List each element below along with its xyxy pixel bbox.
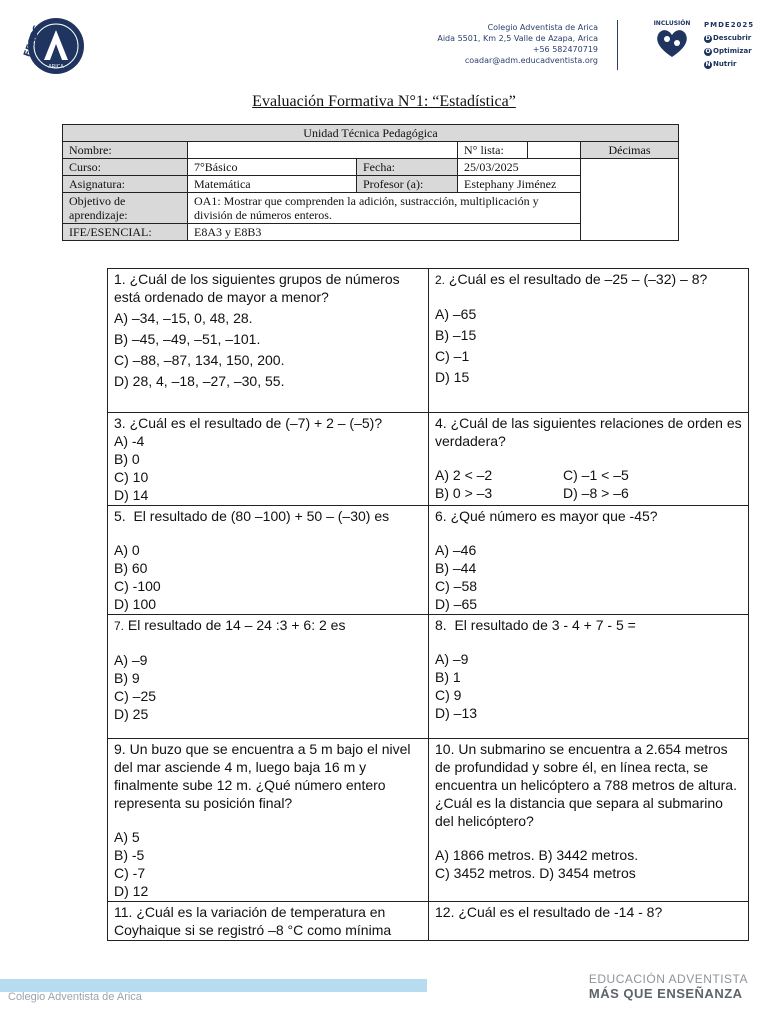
question-8: 8. El resultado de 3 - 4 + 7 - 5 = A) –9 B) 1 C) 9 D) –13 [429,615,749,739]
unidad-header: Unidad Técnica Pedagógica [63,125,679,142]
question-1: 1. ¿Cuál de los siguientes grupos de números está ordenado de mayor a menor? A) –34, –15, 0, 48, 28. B) –45, –49, –51, –101. C) –88, –87, 134, 150, 200. D) 28, 4, –18, –27, –30, 55. [108,269,429,413]
footer-school-name: Colegio Adventista de Arica [8,991,142,1003]
decimas-label: Décimas [581,142,679,159]
option[interactable]: A) 0 [114,542,140,558]
option[interactable]: C) 3452 metros. D) 3454 metros [435,865,636,881]
profesor-value: Estephany Jiménez [458,176,581,193]
pmde-item: Descubrir [713,34,752,42]
option[interactable]: D) –8 > –6 [563,485,629,501]
option[interactable]: A) –65 [435,306,477,322]
school-logo [14,8,88,82]
option[interactable]: C) –1 [435,348,470,364]
fecha-value: 25/03/2025 [458,159,581,176]
inclusion-label: INCLUSIÓN [653,20,691,27]
option[interactable]: B) –45, –49, –51, –101. [114,331,261,347]
option[interactable]: D) –65 [435,596,478,612]
footer-brand-line1: EDUCACIÓN ADVENTISTA [588,972,748,986]
asignatura-value: Matemática [188,176,357,193]
question-3: 3. ¿Cuál es el resultado de (–7) + 2 – (–5)? A) -4 B) 0 C) 10 D) 14 [108,413,429,506]
footer-brand-line2: MÁS QUE ENSEÑANZA [588,986,743,1001]
option[interactable]: D) 12 [114,883,149,899]
option[interactable]: C) 9 [435,687,462,703]
decimas-field[interactable] [581,159,679,241]
question-6: 6. ¿Qué número es mayor que -45? A) –46 B) –44 C) –58 D) –65 [429,506,749,615]
question-10: 10. Un submarino se encuentra a 2.654 metros de profundidad y sobre él, en línea recta, se encuentra un helicóptero a 788 metros de altura. ¿Cuál es la distancia que separa al submarino del helicóptero? A) 1866 metros. B) 3442 metros. C) 3452 metros. D) 3454 metros [429,739,749,902]
heart-puzzle-icon [655,27,689,59]
curso-value: 7°Básico [188,159,357,176]
question-12: 12. ¿Cuál es el resultado de -14 - 8? [429,902,749,941]
lista-label: N° lista: [458,142,528,159]
option[interactable]: C) -7 [114,865,146,881]
asignatura-label: Asignatura: [63,176,188,193]
question-9: 9. Un buzo que se encuentra a 5 m bajo el nivel del mar asciende 4 m, luego baja 16 m y finalmente sube 12 m. ¿Qué número entero representa su posición final? A) 5 B) -5 C) -7 D) 12 [108,739,429,902]
objetivo-value: OA1: Mostrar que comprenden la adición, sustracción, multiplicación y división de números enteros. [188,193,581,224]
option[interactable]: A) –46 [435,542,477,558]
letter-d-icon: D [705,34,711,42]
question-5: 5. El resultado de (80 –100) + 50 – (–30) es A) 0 B) 60 C) -100 D) 100 [108,506,429,615]
contact-block [358,22,598,66]
ife-value: E8A3 y E8B3 [188,224,581,241]
option[interactable]: B) –15 [435,327,477,343]
question-4: 4. ¿Cuál de las siguientes relaciones de orden es verdadera? A) 2 < –2 C) –1 < –5 B) 0 > –3 D) –8 > –6 [429,413,749,506]
option[interactable]: A) 2 < –2 [435,467,493,483]
question-2: 2. ¿Cuál es el resultado de –25 – (–32) – 8? A) –65 B) –15 C) –1 D) 15 [429,269,749,413]
option[interactable]: C) –25 [114,688,157,704]
option[interactable]: A) 5 [114,829,140,845]
option[interactable]: C) –88, –87, 134, 150, 200. [114,352,285,368]
option[interactable]: A) –9 [435,651,469,667]
option[interactable]: C) -100 [114,578,161,594]
option[interactable]: B) -5 [114,847,145,863]
questions-table [107,268,749,941]
option[interactable]: D) 25 [114,706,149,722]
option[interactable]: A) -4 [114,433,145,449]
option[interactable]: A) 1866 metros. B) 3442 metros. [435,847,639,863]
lista-field[interactable] [528,142,581,159]
option[interactable]: D) –13 [435,705,478,721]
question-11: 11. ¿Cuál es la variación de temperatura en Coyhaique si se registró –8 °C como mínima [108,902,429,941]
contact-school: Colegio Adventista de Arica [487,23,598,32]
curso-label: Curso: [63,159,188,176]
page-title: Evaluación Formativa N°1: “Estadística” [252,93,516,110]
contact-email: coadar@adm.educadventista.org [464,56,598,65]
option[interactable]: D) 28, 4, –18, –27, –30, 55. [114,373,285,389]
option[interactable]: A) –34, –15, 0, 48, 28. [114,310,253,326]
student-info-table [62,124,679,241]
question-7: 7. El resultado de 14 – 24 :3 + 6: 2 es A) –9 B) 9 C) –25 D) 25 [108,615,429,739]
objetivo-label: Objetivo de aprendizaje: [63,193,188,224]
pmde-title: PMDE2025 [704,21,755,29]
contact-address: Aida 5501, Km 2,5 Valle de Azapa, Arica [437,34,598,43]
header-divider [617,20,618,70]
nombre-field[interactable] [188,142,458,159]
option[interactable]: A) –9 [114,652,148,668]
pmde-item: Nutrir [713,60,737,68]
letter-n-icon: N [705,60,711,68]
option[interactable]: B) 1 [435,669,461,685]
option[interactable]: C) 10 [114,469,149,485]
option[interactable]: B) 9 [114,670,140,686]
pmde-badge [704,19,764,71]
logo-text: FEASC [22,24,44,59]
letter-o-icon: O [705,47,711,55]
fecha-label: Fecha: [357,159,458,176]
pmde-item: Optimizar [713,47,752,55]
option[interactable]: B) 60 [114,560,148,576]
option[interactable]: D) 100 [114,596,157,612]
option[interactable]: B) 0 [114,451,140,467]
option[interactable]: B) –44 [435,560,477,576]
inclusion-badge [650,20,694,61]
option[interactable]: D) 15 [435,369,470,385]
profesor-label: Profesor (a): [357,176,458,193]
option[interactable]: D) 14 [114,487,149,503]
logo-sub: ARICA [48,64,64,70]
nombre-label: Nombre: [63,142,188,159]
option[interactable]: C) –1 < –5 [563,467,629,483]
ife-label: IFE/ESENCIAL: [63,224,188,241]
option[interactable]: B) 0 > –3 [435,485,493,501]
contact-phone: +56 582470719 [532,45,598,54]
option[interactable]: C) –58 [435,578,478,594]
footer-brand [589,972,748,1001]
